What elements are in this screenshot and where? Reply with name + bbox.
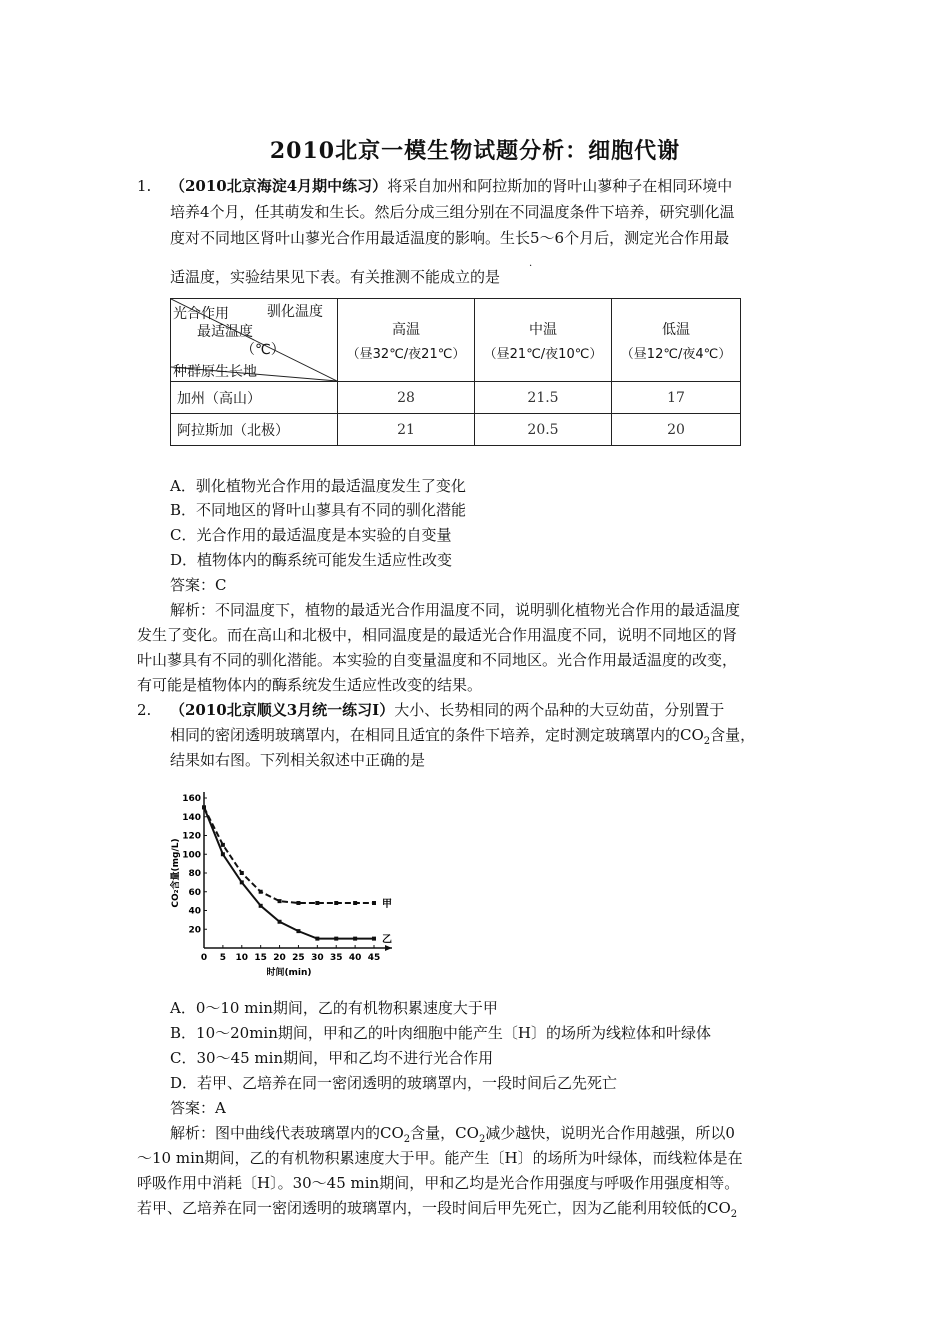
q2-analysis-1 bbox=[170, 1121, 735, 1145]
co2-subscript: 2 bbox=[478, 1134, 486, 1145]
table-cell: 21.5 bbox=[475, 382, 612, 414]
row-label: 加州（高山） bbox=[171, 382, 338, 414]
q1-analysis-3: 叶山蓼具有不同的驯化潜能。本实验的自变量温度和不同地区。光合作用最适温度的改变， bbox=[137, 651, 738, 669]
x-tick-label: 20 bbox=[273, 953, 286, 963]
col-header-sub: （昼21℃/夜10℃） bbox=[483, 346, 603, 362]
data-point bbox=[315, 937, 319, 941]
x-tick-label: 5 bbox=[219, 953, 227, 963]
data-point bbox=[202, 805, 206, 809]
data-point bbox=[353, 937, 357, 941]
y-tick-label: 140 bbox=[182, 812, 201, 823]
data-point bbox=[372, 937, 376, 941]
col-header-sub: （昼12℃/夜4℃） bbox=[620, 346, 732, 362]
y-tick-label: 20 bbox=[188, 925, 201, 936]
q1-source: （2010北京海淀4月期中练习） bbox=[170, 177, 388, 195]
q1-option-b: B．不同地区的肾叶山蓼具有不同的驯化潜能 bbox=[170, 501, 467, 519]
series-line-yi bbox=[204, 807, 374, 938]
data-point bbox=[334, 901, 338, 905]
data-point bbox=[296, 929, 300, 933]
x-tick-label: 40 bbox=[348, 953, 362, 963]
corner-label-top: 驯化温度 bbox=[267, 304, 323, 320]
co2-line-chart bbox=[166, 782, 396, 982]
row-label: 阿拉斯加（北极） bbox=[171, 414, 338, 446]
q1-analysis-1: 解析：不同温度下，植物的最适光合作用温度不同，说明驯化植物光合作用的最适温度 bbox=[170, 601, 741, 619]
table-cell: 21 bbox=[338, 414, 475, 446]
q2-an4a: 若甲、乙培养在同一密闭透明的玻璃罩内，一段时间后甲先死亡，因为乙能利用较低的CO bbox=[137, 1199, 731, 1217]
page-title: 2010北京一模生物试题分析：细胞代谢 bbox=[269, 138, 681, 164]
table-row bbox=[171, 382, 741, 414]
data-point bbox=[353, 901, 357, 905]
x-tick-label: 25 bbox=[292, 953, 305, 963]
table-cell: 28 bbox=[338, 382, 475, 414]
q1-stem-line-2: 培养4个月，任其萌发和生长。然后分成三组分别在不同温度条件下培养，研究驯化温 bbox=[170, 203, 735, 221]
x-axis-arrow bbox=[385, 945, 392, 951]
q2-option-c: C．30～45 min期间，甲和乙均不进行光合作用 bbox=[170, 1049, 494, 1067]
col-header-low bbox=[612, 299, 741, 382]
col-header-name: 中温 bbox=[529, 321, 557, 338]
col-header-high bbox=[338, 299, 475, 382]
x-tick-label: 35 bbox=[329, 953, 343, 963]
q2-answer: 答案：A bbox=[170, 1099, 226, 1117]
q1-analysis-4: 有可能是植物体内的酶系统发生适应性改变的结果。 bbox=[137, 676, 483, 694]
data-point bbox=[259, 904, 263, 908]
series-line-jia bbox=[204, 807, 374, 903]
data-point bbox=[259, 890, 263, 894]
data-point bbox=[278, 899, 282, 903]
q2-stem-line-1 bbox=[170, 698, 724, 722]
col-header-name: 低温 bbox=[662, 321, 690, 338]
q2-an1b: 含量，CO bbox=[410, 1124, 479, 1142]
q1-option-d: D．植物体内的酶系统可能发生适应性改变 bbox=[170, 551, 453, 569]
col-header-sub: （昼32℃/夜21℃） bbox=[346, 346, 466, 362]
y-tick-label: 80 bbox=[188, 869, 201, 879]
y-tick-label: 120 bbox=[182, 831, 201, 842]
table-cell: 17 bbox=[612, 382, 741, 414]
y-axis-label: CO₂含量(mg/L) bbox=[171, 838, 181, 908]
co2-subscript: 2 bbox=[403, 1134, 411, 1145]
series-label: 乙 bbox=[382, 934, 392, 946]
q2-stem-1: 大小、长势相同的两个品种的大豆幼苗，分别置于 bbox=[394, 701, 725, 719]
q1-stem-line-4: 适温度，实验结果见下表。有关推测不能成立的是 bbox=[170, 268, 501, 286]
x-tick-label: 45 bbox=[367, 953, 381, 963]
corner-label-mid1: 光合作用 bbox=[173, 306, 229, 322]
table-cell: 20.5 bbox=[475, 414, 612, 446]
data-point bbox=[221, 852, 225, 856]
q2-option-b: B．10～20min期间，甲和乙的叶肉细胞中能产生〔H〕的场所为线粒体和叶绿体 bbox=[170, 1024, 711, 1042]
q2-analysis-4 bbox=[137, 1196, 737, 1220]
series-label: 甲 bbox=[382, 899, 392, 910]
q2-analysis-2: ～10 min期间，乙的有机物积累速度大于甲。能产生〔H〕的场所为叶绿体，而线粒体是在 bbox=[137, 1149, 743, 1167]
q2-stem-line-2 bbox=[170, 723, 755, 747]
q2-stem-2a: 相同的密闭透明玻璃罩内，在相同且适宜的条件下培养，定时测定玻璃罩内的CO bbox=[170, 726, 704, 744]
q2-analysis-3: 呼吸作用中消耗〔H〕。30～45 min期间，甲和乙均是光合作用强度与呼吸作用强度相等。 bbox=[137, 1174, 740, 1192]
corner-label-unit: （℃） bbox=[241, 342, 285, 358]
q2-an1a: 解析：图中曲线代表玻璃罩内的CO bbox=[170, 1124, 404, 1142]
x-axis-label: 时间(min) bbox=[266, 968, 312, 978]
q1-answer: 答案：C bbox=[170, 576, 227, 594]
q1-stem-line-3: 度对不同地区肾叶山蓼光合作用最适温度的影响。生长5～6个月后，测定光合作用最 bbox=[170, 229, 730, 247]
data-point bbox=[334, 937, 338, 941]
corner-label-mid2: 最适温度 bbox=[197, 324, 253, 340]
q2-option-d: D．若甲、乙培养在同一密闭透明的玻璃罩内，一段时间后乙先死亡 bbox=[170, 1074, 618, 1092]
y-tick-label: 60 bbox=[188, 887, 201, 898]
q1-analysis-2: 发生了变化。而在高山和北极中，相同温度是的最适光合作用温度不同，说明不同地区的肾 bbox=[137, 626, 738, 644]
y-tick-label: 100 bbox=[182, 850, 201, 861]
corner-label-bottom: 种群原生长地 bbox=[173, 364, 257, 380]
x-tick-label: 30 bbox=[311, 953, 324, 963]
y-tick-label: 160 bbox=[182, 794, 201, 804]
col-header-mid bbox=[475, 299, 612, 382]
col-header-name: 高温 bbox=[392, 321, 420, 338]
data-point bbox=[240, 880, 244, 884]
q1-option-a: A．驯化植物光合作用的最适温度发生了变化 bbox=[170, 477, 466, 495]
q1-stem-line-1 bbox=[170, 174, 732, 198]
emphasis-dot: . bbox=[529, 258, 533, 269]
y-tick-label: 40 bbox=[188, 906, 201, 917]
table-corner-cell bbox=[171, 299, 338, 382]
x-tick-label: 0 bbox=[200, 953, 208, 963]
table-row bbox=[171, 414, 741, 446]
x-tick-label: 10 bbox=[235, 953, 249, 963]
q2-an1c: 减少越快，说明光合作用越强，所以0 bbox=[485, 1124, 735, 1142]
table-cell: 20 bbox=[612, 414, 741, 446]
q1-option-c: C．光合作用的最适温度是本实验的自变量 bbox=[170, 526, 452, 544]
data-point bbox=[240, 871, 244, 875]
q2-number: 2. bbox=[137, 701, 152, 719]
data-point bbox=[296, 901, 300, 905]
data-point bbox=[315, 901, 319, 905]
q1-number: 1. bbox=[137, 177, 152, 195]
q2-source: （2010北京顺义3月统一练习Ⅰ） bbox=[170, 701, 395, 719]
co2-subscript: 2 bbox=[703, 736, 711, 747]
q1-stem-1: 将采自加州和阿拉斯加的肾叶山蓼种子在相同环境中 bbox=[387, 177, 733, 195]
q1-data-table bbox=[170, 298, 741, 446]
co2-subscript: 2 bbox=[730, 1209, 738, 1220]
data-point bbox=[278, 920, 282, 924]
x-tick-label: 15 bbox=[254, 953, 267, 963]
q2-option-a: A．0～10 min期间，乙的有机物积累速度大于甲 bbox=[170, 999, 498, 1017]
q2-stem-line-3: 结果如右图。下列相关叙述中正确的是 bbox=[170, 751, 426, 769]
data-point bbox=[221, 843, 225, 847]
data-point bbox=[372, 901, 376, 905]
q2-stem-2b: 含量， bbox=[710, 726, 756, 744]
